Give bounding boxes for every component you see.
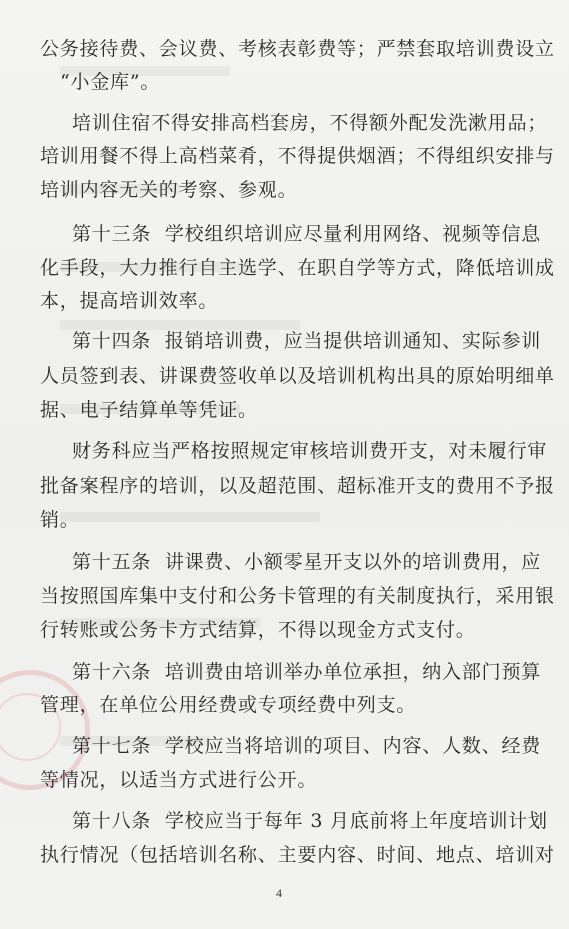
text-line: 化手段，大力推行自主选学、在职自学等方式，降低培训成 [40,256,555,279]
text-line: 公务接待费、会议费、考核表彰费等；严禁套取培训费设立 [40,38,555,60]
text-line: 管理，在单位公用经费或专项经费中列支。 [40,694,417,717]
text-line: 第十四条 报销培训费，应当提供培训通知、实际参训 [72,330,542,353]
text-line: 本，提高培训效率。 [40,289,219,312]
text-line: 当按照国库集中支付和公务卡管理的有关制度执行，采用银 [40,584,555,607]
text-line: 培训内容无关的考察、参观。 [40,179,298,201]
text-line: 财务科应当严格按照规定审核培训费开支，对未履行审 [72,440,548,463]
text-line: 第十六条 培训费由培训举办单位承担，纳入部门预算 [72,660,542,683]
text-line: 培训住宿不得安排高档套房，不得额外配发洗漱用品； [72,112,548,135]
text-line: 执行情况（包括培训名称、主要内容、时间、地点、培训对 [40,844,555,866]
text-line: 等情况，以适当方式进行公开。 [40,768,318,791]
text-line: 第十八条 学校应当于每年 3 月底前将上年度培训计划 [72,810,548,833]
text-line: “小金库”。 [60,70,161,93]
page-number: 4 [276,886,282,900]
text-line: 据、电子结算单等凭证。 [40,398,258,421]
text-line: 第十七条 学校应当将培训的项目、内容、人数、经费 [72,735,542,757]
text-line: 销。 [40,509,80,532]
text-line: 第十三条 学校组织培训应尽量利用网络、视频等信息 [72,223,542,246]
text-line: 培训用餐不得上高档菜肴，不得提供烟酒；不得组织安排与 [40,145,555,168]
text-line: 批备案程序的培训，以及超范围、超标准开支的费用不予报 [40,474,555,497]
text-line: 行转账或公务卡方式结算，不得以现金方式支付。 [40,619,476,642]
text-line: 人员签到表、讲课费签收单以及培训机构出具的原始明细单 [40,364,555,387]
text-line: 第十五条 讲课费、小额零星开支以外的培训费用，应 [72,550,542,573]
